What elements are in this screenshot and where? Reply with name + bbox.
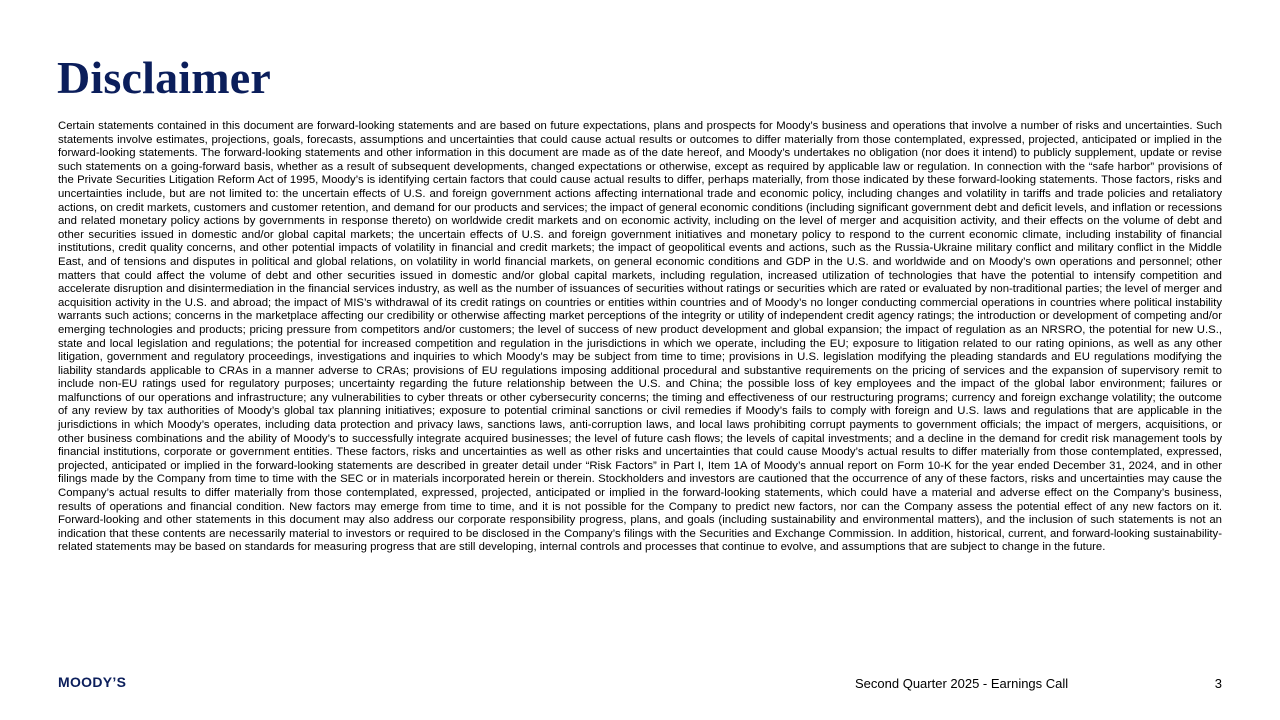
page-number: 3 xyxy=(1214,676,1222,691)
footer-title: Second Quarter 2025 - Earnings Call xyxy=(855,676,1069,691)
moodys-logo: MOODY’S xyxy=(58,674,127,690)
disclaimer-body: Certain statements contained in this document are forward-looking statements and are based on future expectations, plans and prospects for Moody’s business and operations that involve a number of risks and uncertainties. Such statements involve estimates, projections, goals, forecasts, assumptions and uncertainties that could cause actual results or outcomes to differ materially from those contemplated, expressed, projected, anticipated or implied in the forward-looking statements. The forward-looking statements and other information in this document are made as of the date hereof, and Moody’s undertakes no obligation (nor does it intend) to publicly supplement, update or revise such statements on a going-forward basis, whether as a result of subsequent developments, changed expectations or otherwise, except as required by applicable law or regulation. In connection with the “safe harbor” provisions of the Private Securities Litigation Reform Act of 1995, Moody’s is identifying certain factors that could cause actual results to differ, perhaps materially, from those indicated by these forward-looking statements. Those factors, risks and uncertainties include, but are not limited to: the uncertain effects of U.S. and foreign government actions affecting international trade and economic policy, including changes and volatility in tariffs and trade policies and retaliatory actions, on credit markets, customers and customer retention, and demand for our products and services; the impact of general economic conditions (including significant government debt and deficit levels, and inflation or recessions and related monetary policy actions by governments in response thereto) on worldwide credit markets and on economic activity, including on the level of merger and acquisition activity, and their effects on the volume of debt and other securities issued in domestic and/or global capital markets; the uncertain effects of U.S. and foreign government initiatives and monetary policy to respond to the current economic climate, including instability of financial institutions, credit quality concerns, and other potential impacts of volatility in financial and credit markets; the impact of geopolitical events and actions, such as the Russia-Ukraine military conflict and military conflict in the Middle East, and of tensions and disputes in political and global relations, on volatility in world financial markets, on general economic conditions and GDP in the U.S. and worldwide and on Moody’s own operations and personnel; other matters that could affect the volume of debt and other securities issued in domestic and/or global capital markets, including regulation, increased utilization of technologies that have the potential to intensify competition and accelerate disruption and disintermediation in the financial services industry, as well as the number of issuances of securities without ratings or securities which are rated or evaluated by non-traditional parties; the level of merger and acquisition activity in the U.S. and abroad; the impact of MIS’s withdrawal of its credit ratings on countries or entities within countries and of Moody’s no longer conducting commercial operations in countries where political instability warrants such actions; concerns in the marketplace affecting our credibility or otherwise affecting market perceptions of the integrity or utility of independent credit agency ratings; the introduction or development of competing and/or emerging technologies and products; pricing pressure from competitors and/or customers; the level of success of new product development and global expansion; the impact of regulation as an NRSRO, the potential for new U.S., state and local legislation and regulations; the potential for increased competition and regulation in the jurisdictions in which we operate, including the EU; exposure to litigation related to our rating opinions, as well as any other litigation, government and regulatory proceedings, investigations and inquiries to which Moody’s may be subject from time to time; provisions in U.S. legislation modifying the pleading standards and EU regulations modifying the liability standards applicable to CRAs in a manner adverse to CRAs; provisions of EU regulations imposing additional procedural and substantive requirements on the pricing of services and the expansion of supervisory remit to include non-EU ratings used for regulatory purposes; uncertainty regarding the future relationship between the U.S. and China; the possible loss of key employees and the impact of the global labor environment; failures or malfunctions of our operations and infrastructure; any vulnerabilities to cyber threats or other cybersecurity concerns; the timing and effectiveness of our restructuring programs; currency and foreign exchange volatility; the outcome of any review by tax authorities of Moody’s global tax planning initiatives; exposure to potential criminal sanctions or civil remedies if Moody’s fails to comply with foreign and U.S. laws and regulations that are applicable in the jurisdictions in which Moody’s operates, including data protection and privacy laws, sanctions laws, anti-corruption laws, and local laws prohibiting corrupt payments to government officials; the impact of mergers, acquisitions, or other business combinations and the ability of Moody’s to successfully integrate acquired businesses; the level of future cash flows; the levels of capital investments; and a decline in the demand for credit risk management tools by financial institutions, corporate or government entities. These factors, risks and uncertainties as well as other risks and uncertainties that could cause Moody’s actual results to differ materially from those contemplated, expressed, projected, anticipated or implied in the forward-looking statements are described in greater detail under “Risk Factors” in Part I, Item 1A of Moody’s annual report on Form 10-K for the year ended December 31, 2024, and in other filings made by the Company from time to time with the SEC or in materials incorporated herein or therein. Stockholders and investors are cautioned that the occurrence of any of these factors, risks and uncertainties may cause the Company’s actual results to differ materially from those contemplated, expressed, projected, anticipated or implied in the forward-looking statements, which could have a material and adverse effect on the Company’s business, results of operations and financial condition. New factors may emerge from time to time, and it is not possible for the Company to predict new factors, nor can the Company assess the potential effect of any new factors on it. Forward-looking and other statements in this document may also address our corporate responsibility progress, plans, and goals (including sustainability and environmental matters), and the inclusion of such statements is not an indication that these contents are necessarily material to investors or required to be disclosed in the Company’s filings with the Securities and Exchange Commission. In addition, historical, current, and forward-looking sustainability-related statements may be based on standards for measuring progress that are still developing, internal controls and processes that continue to evolve, and assumptions that are subject to change in the future. xyxy=(58,120,1222,554)
page-title: Disclaimer xyxy=(57,52,272,103)
